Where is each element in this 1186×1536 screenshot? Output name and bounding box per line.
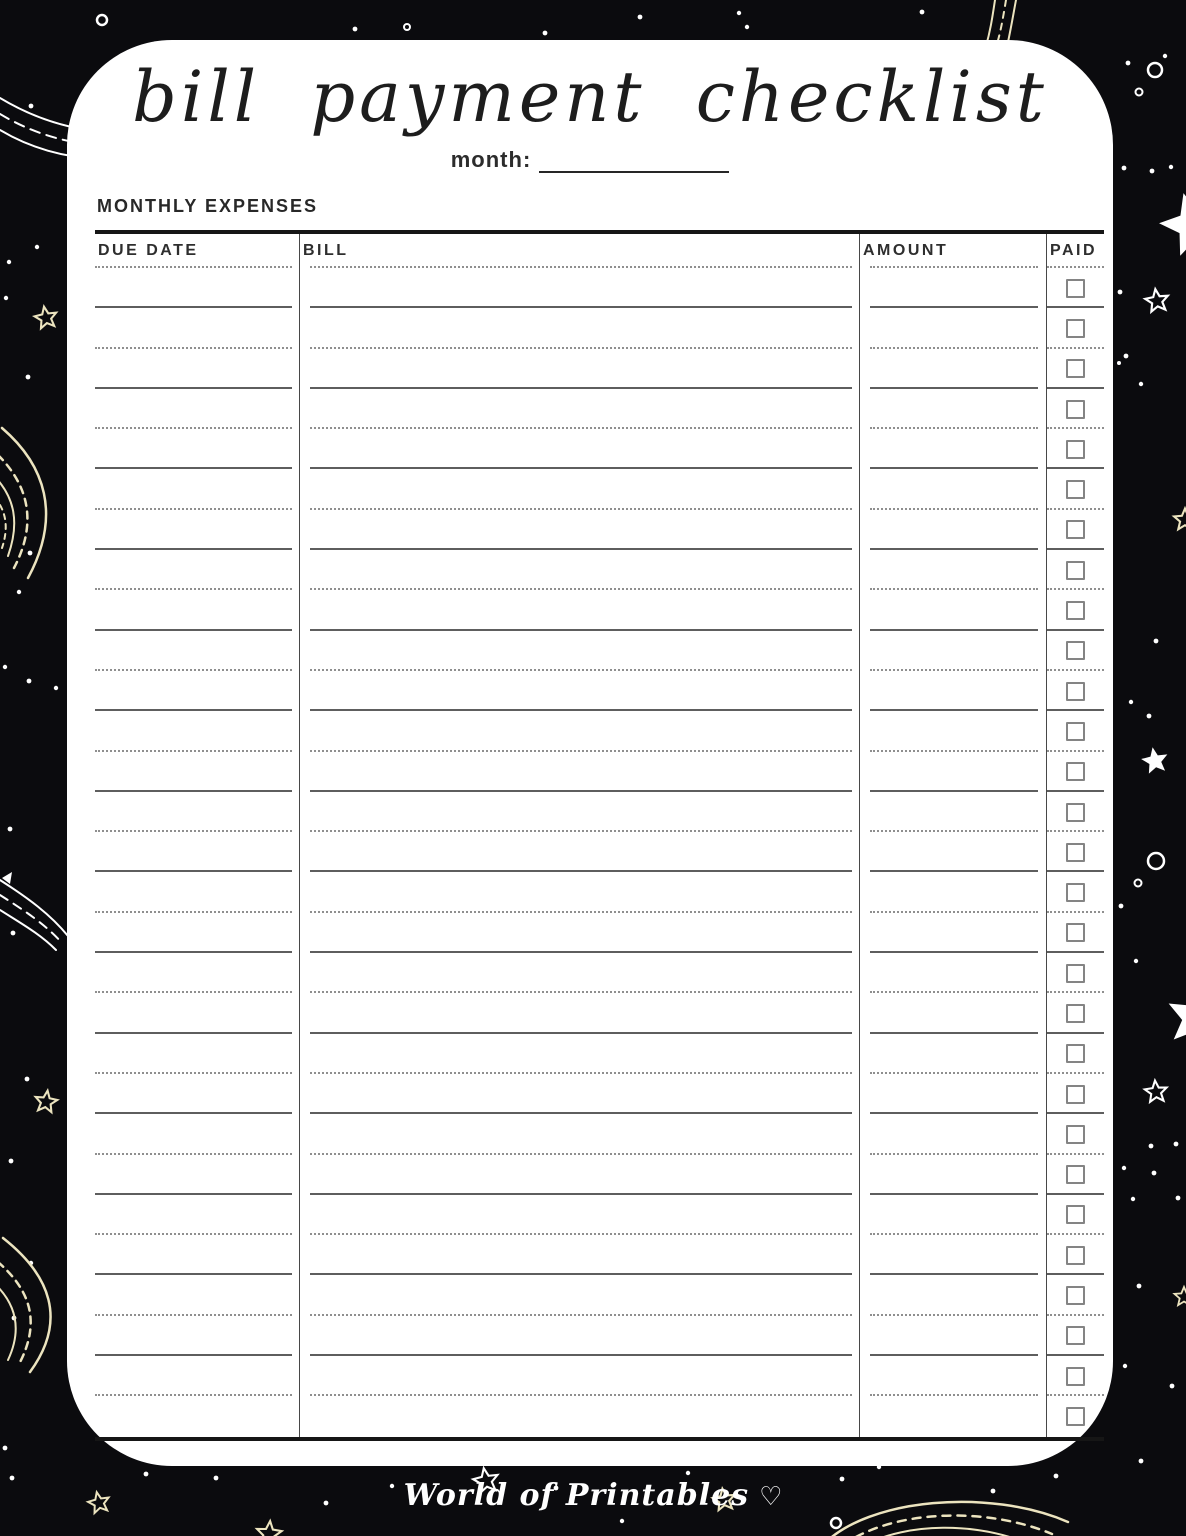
- page-title: bill payment checklist: [132, 56, 1048, 138]
- paid-checkbox[interactable]: [1066, 1246, 1085, 1265]
- donut-circle-icon: [97, 15, 107, 25]
- paid-cell: [1047, 1114, 1104, 1154]
- donut-circle-icon: [1148, 63, 1162, 77]
- table-row: [95, 1235, 1104, 1275]
- expenses-table: [95, 230, 1104, 1441]
- paid-checkbox[interactable]: [1066, 964, 1085, 983]
- star-dot: [543, 31, 548, 36]
- amount-cell[interactable]: [860, 1316, 1047, 1356]
- table-row: [95, 550, 1104, 590]
- due-date-cell[interactable]: [95, 1396, 300, 1436]
- paid-cell: [1047, 1275, 1104, 1315]
- due-date-cell[interactable]: [95, 469, 300, 509]
- brand-logo: [0, 1478, 1186, 1513]
- table-row: [95, 993, 1104, 1033]
- bill-cell[interactable]: [300, 832, 860, 872]
- star-dot: [17, 590, 21, 594]
- checklist-card: [67, 40, 1113, 1466]
- due-date-cell[interactable]: [95, 832, 300, 872]
- star-dot: [1123, 1364, 1127, 1368]
- star-dot: [1163, 54, 1167, 58]
- amount-cell[interactable]: [860, 671, 1047, 711]
- star-dot: [8, 827, 13, 832]
- table-row: [95, 308, 1104, 348]
- amount-cell[interactable]: [860, 631, 1047, 671]
- amount-cell[interactable]: [860, 349, 1047, 389]
- bill-cell[interactable]: [300, 469, 860, 509]
- star-dot: [27, 679, 32, 684]
- donut-circle-icon: [404, 24, 410, 30]
- amount-cell[interactable]: [860, 1034, 1047, 1074]
- due-date-cell[interactable]: [95, 268, 300, 308]
- amount-cell[interactable]: [860, 510, 1047, 550]
- paid-checkbox[interactable]: [1066, 1004, 1085, 1023]
- star-dot: [1154, 639, 1159, 644]
- amount-cell[interactable]: [860, 752, 1047, 792]
- column-header-bill: [300, 234, 860, 268]
- paid-cell: [1047, 1034, 1104, 1074]
- bill-cell[interactable]: [300, 1396, 860, 1436]
- star-dot: [1139, 1459, 1144, 1464]
- paid-cell: [1047, 913, 1104, 953]
- paid-checkbox[interactable]: [1066, 722, 1085, 741]
- amount-cell[interactable]: [860, 1155, 1047, 1195]
- paid-cell: [1047, 1235, 1104, 1275]
- star-dot: [9, 1159, 14, 1164]
- amount-cell[interactable]: [860, 590, 1047, 630]
- star-dot: [1170, 1384, 1175, 1389]
- due-date-cell[interactable]: [95, 1034, 300, 1074]
- bill-cell[interactable]: [300, 550, 860, 590]
- bill-cell[interactable]: [300, 1034, 860, 1074]
- star-icon: [1174, 1287, 1186, 1305]
- due-date-cell[interactable]: [95, 752, 300, 792]
- table-row: [95, 469, 1104, 509]
- star-dot: [1176, 1196, 1181, 1201]
- table-row: [95, 590, 1104, 630]
- table-row: [95, 389, 1104, 429]
- star-icon: [1139, 745, 1170, 775]
- table-row: [95, 953, 1104, 993]
- bill-cell[interactable]: [300, 993, 860, 1033]
- paid-cell: [1047, 590, 1104, 630]
- amount-cell[interactable]: [860, 1275, 1047, 1315]
- bill-cell[interactable]: [300, 429, 860, 469]
- star-dot: [4, 296, 8, 300]
- due-date-cell[interactable]: [95, 1316, 300, 1356]
- donut-circle-icon: [1135, 880, 1142, 887]
- star-icon: [1144, 1080, 1168, 1103]
- due-date-cell[interactable]: [95, 872, 300, 912]
- bill-cell[interactable]: [300, 349, 860, 389]
- paid-cell: [1047, 429, 1104, 469]
- star-icon: [34, 1089, 59, 1113]
- due-date-cell[interactable]: [95, 349, 300, 389]
- star-dot: [1152, 1171, 1157, 1176]
- bill-cell[interactable]: [300, 1316, 860, 1356]
- paid-checkbox[interactable]: [1066, 843, 1085, 862]
- amount-cell[interactable]: [860, 1195, 1047, 1235]
- paid-checkbox[interactable]: [1066, 279, 1085, 298]
- star-icon: [1144, 288, 1170, 313]
- star-dot: [353, 27, 358, 32]
- table-row: [95, 711, 1104, 751]
- paid-checkbox[interactable]: [1066, 480, 1085, 499]
- heart-icon: ♡: [759, 1480, 783, 1511]
- star-dot: [26, 375, 31, 380]
- paid-cell: [1047, 469, 1104, 509]
- due-date-cell[interactable]: [95, 1155, 300, 1195]
- month-input[interactable]: [539, 149, 729, 173]
- paid-cell: [1047, 1316, 1104, 1356]
- donut-circle-icon: [1148, 853, 1164, 869]
- paid-cell: [1047, 671, 1104, 711]
- bill-cell[interactable]: [300, 711, 860, 751]
- paid-checkbox[interactable]: [1066, 520, 1085, 539]
- paid-checkbox[interactable]: [1066, 883, 1085, 902]
- star-dot: [1122, 166, 1127, 171]
- star-icon: [33, 305, 58, 329]
- table-row: [95, 1356, 1104, 1396]
- due-date-cell[interactable]: [95, 671, 300, 711]
- bill-cell[interactable]: [300, 1155, 860, 1195]
- shooting-star-arc-left-lower: [0, 1238, 51, 1372]
- table-row: [95, 832, 1104, 872]
- donut-circle-icon: [1136, 89, 1143, 96]
- bill-cell[interactable]: [300, 1235, 860, 1275]
- paid-cell: [1047, 1074, 1104, 1114]
- paid-checkbox[interactable]: [1066, 1165, 1085, 1184]
- due-date-cell[interactable]: [95, 1195, 300, 1235]
- star-dot: [620, 1519, 624, 1523]
- paid-checkbox[interactable]: [1066, 1286, 1085, 1305]
- paid-cell: [1047, 268, 1104, 308]
- table-row: [95, 1034, 1104, 1074]
- paid-checkbox[interactable]: [1066, 1044, 1085, 1063]
- star-dot: [7, 260, 11, 264]
- bill-cell[interactable]: [300, 671, 860, 711]
- bill-cell[interactable]: [300, 953, 860, 993]
- amount-cell[interactable]: [860, 872, 1047, 912]
- amount-cell[interactable]: [860, 268, 1047, 308]
- star-dot: [1118, 290, 1123, 295]
- star-dot: [745, 25, 749, 29]
- shooting-star-arc-left-upper: [0, 428, 46, 578]
- amount-cell[interactable]: [860, 832, 1047, 872]
- paid-cell: [1047, 510, 1104, 550]
- due-date-cell[interactable]: [95, 1356, 300, 1396]
- table-row: [95, 1275, 1104, 1315]
- bill-cell[interactable]: [300, 752, 860, 792]
- amount-cell[interactable]: [860, 308, 1047, 348]
- amount-cell[interactable]: [860, 469, 1047, 509]
- paid-cell: [1047, 953, 1104, 993]
- star-dot: [1119, 904, 1124, 909]
- due-date-cell[interactable]: [95, 631, 300, 671]
- paid-checkbox[interactable]: [1066, 1407, 1085, 1426]
- column-header-paid: [1047, 234, 1104, 268]
- star-dot: [3, 1446, 8, 1451]
- star-dot: [1139, 382, 1143, 386]
- due-date-cell[interactable]: [95, 389, 300, 429]
- column-header-label: BILL: [303, 242, 349, 259]
- bill-cell[interactable]: [300, 1074, 860, 1114]
- amount-cell[interactable]: [860, 550, 1047, 590]
- star-dot: [1117, 361, 1121, 365]
- star-dot: [920, 10, 925, 15]
- bill-cell[interactable]: [300, 590, 860, 630]
- column-header-label: DUE DATE: [98, 242, 199, 259]
- amount-cell[interactable]: [860, 429, 1047, 469]
- star-dot: [1129, 700, 1133, 704]
- paid-checkbox[interactable]: [1066, 319, 1085, 338]
- paid-cell: [1047, 1195, 1104, 1235]
- star-dot: [54, 686, 58, 690]
- star-dot: [11, 931, 16, 936]
- table-row: [95, 913, 1104, 953]
- bill-cell[interactable]: [300, 913, 860, 953]
- star-dot: [638, 15, 643, 20]
- due-date-cell[interactable]: [95, 308, 300, 348]
- star-dot: [1147, 714, 1152, 719]
- amount-cell[interactable]: [860, 1396, 1047, 1436]
- bill-cell[interactable]: [300, 1195, 860, 1235]
- star-dot: [3, 665, 7, 669]
- paid-cell: [1047, 1356, 1104, 1396]
- amount-cell[interactable]: [860, 913, 1047, 953]
- star-dot: [1124, 354, 1129, 359]
- shooting-star-arc-left-middle: [0, 872, 68, 950]
- table-row: [95, 1074, 1104, 1114]
- table-row: [95, 792, 1104, 832]
- month-label: month:: [450, 146, 532, 172]
- amount-cell[interactable]: [860, 792, 1047, 832]
- bill-cell[interactable]: [300, 1114, 860, 1154]
- star-dot: [35, 245, 39, 249]
- month-row: [67, 147, 1113, 173]
- due-date-cell[interactable]: [95, 510, 300, 550]
- due-date-cell[interactable]: [95, 550, 300, 590]
- amount-cell[interactable]: [860, 1074, 1047, 1114]
- paid-cell: [1047, 832, 1104, 872]
- table-row: [95, 872, 1104, 912]
- star-icon: [1153, 185, 1186, 259]
- table-row: [95, 752, 1104, 792]
- star-dot: [1126, 61, 1131, 66]
- table-row: [95, 671, 1104, 711]
- paid-cell: [1047, 993, 1104, 1033]
- amount-cell[interactable]: [860, 993, 1047, 1033]
- table-row: [95, 268, 1104, 308]
- paid-checkbox[interactable]: [1066, 803, 1085, 822]
- table-row: [95, 1114, 1104, 1154]
- paid-checkbox[interactable]: [1066, 561, 1085, 580]
- amount-cell[interactable]: [860, 953, 1047, 993]
- star-dot: [1149, 1144, 1154, 1149]
- paid-cell: [1047, 872, 1104, 912]
- due-date-cell[interactable]: [95, 429, 300, 469]
- star-dot: [25, 1077, 30, 1082]
- amount-cell[interactable]: [860, 1114, 1047, 1154]
- paid-cell: [1047, 1396, 1104, 1436]
- brand-text: World of Printables: [403, 1478, 750, 1513]
- bill-cell[interactable]: [300, 389, 860, 429]
- bill-cell[interactable]: [300, 1356, 860, 1396]
- table-row: [95, 349, 1104, 389]
- due-date-cell[interactable]: [95, 590, 300, 630]
- star-dot: [1169, 165, 1173, 169]
- paid-cell: [1047, 711, 1104, 751]
- paid-checkbox[interactable]: [1066, 923, 1085, 942]
- paid-checkbox[interactable]: [1066, 1125, 1085, 1144]
- table-row: [95, 429, 1104, 469]
- bill-cell[interactable]: [300, 792, 860, 832]
- paid-checkbox[interactable]: [1066, 601, 1085, 620]
- paid-checkbox[interactable]: [1066, 400, 1085, 419]
- paid-checkbox[interactable]: [1066, 1205, 1085, 1224]
- due-date-cell[interactable]: [95, 1114, 300, 1154]
- donut-circle-icon: [831, 1518, 841, 1528]
- paid-checkbox[interactable]: [1066, 440, 1085, 459]
- due-date-cell[interactable]: [95, 953, 300, 993]
- bill-cell[interactable]: [300, 268, 860, 308]
- paid-checkbox[interactable]: [1066, 1085, 1085, 1104]
- paid-checkbox[interactable]: [1066, 682, 1085, 701]
- column-header-amount: [860, 234, 1047, 268]
- star-dot: [1150, 169, 1155, 174]
- star-dot: [686, 1471, 690, 1475]
- table-row: [95, 1155, 1104, 1195]
- star-icon: [1163, 982, 1186, 1047]
- table-body: [95, 268, 1104, 1437]
- due-date-cell[interactable]: [95, 993, 300, 1033]
- table-row: [95, 1316, 1104, 1356]
- table-row: [95, 631, 1104, 671]
- paid-checkbox[interactable]: [1066, 1367, 1085, 1386]
- paid-cell: [1047, 631, 1104, 671]
- star-dot: [144, 1472, 149, 1477]
- due-date-cell[interactable]: [95, 1074, 300, 1114]
- amount-cell[interactable]: [860, 389, 1047, 429]
- star-icon: [1174, 509, 1186, 530]
- column-header-label: AMOUNT: [863, 242, 949, 259]
- bill-cell[interactable]: [300, 510, 860, 550]
- star-icon: [256, 1520, 283, 1536]
- paid-checkbox[interactable]: [1066, 762, 1085, 781]
- paid-cell: [1047, 1155, 1104, 1195]
- bill-cell[interactable]: [300, 872, 860, 912]
- star-dot: [1131, 1197, 1135, 1201]
- filled-stars-group: [1139, 185, 1186, 1048]
- column-header-label: PAID: [1050, 242, 1098, 259]
- paid-checkbox[interactable]: [1066, 641, 1085, 660]
- table-header: [95, 234, 1104, 268]
- due-date-cell[interactable]: [95, 913, 300, 953]
- star-dot: [28, 551, 33, 556]
- table-row: [95, 510, 1104, 550]
- paid-cell: [1047, 550, 1104, 590]
- due-date-cell[interactable]: [95, 1235, 300, 1275]
- paid-checkbox[interactable]: [1066, 1326, 1085, 1345]
- star-dot: [1174, 1142, 1179, 1147]
- paid-cell: [1047, 349, 1104, 389]
- amount-cell[interactable]: [860, 711, 1047, 751]
- due-date-cell[interactable]: [95, 1275, 300, 1315]
- star-dot: [1134, 959, 1138, 963]
- paid-cell: [1047, 752, 1104, 792]
- due-date-cell[interactable]: [95, 792, 300, 832]
- star-dot: [1122, 1166, 1126, 1170]
- column-header-due-date: [95, 234, 300, 268]
- paid-cell: [1047, 792, 1104, 832]
- amount-cell[interactable]: [860, 1356, 1047, 1396]
- amount-cell[interactable]: [860, 1235, 1047, 1275]
- star-dot: [29, 104, 34, 109]
- section-label: MONTHLY EXPENSES: [97, 196, 319, 216]
- paid-checkbox[interactable]: [1066, 359, 1085, 378]
- star-dot: [1137, 1284, 1142, 1289]
- bill-cell[interactable]: [300, 1275, 860, 1315]
- bill-cell[interactable]: [300, 631, 860, 671]
- due-date-cell[interactable]: [95, 711, 300, 751]
- table-row: [95, 1396, 1104, 1436]
- bill-cell[interactable]: [300, 308, 860, 348]
- paid-cell: [1047, 389, 1104, 429]
- star-dot: [737, 11, 741, 15]
- table-row: [95, 1195, 1104, 1235]
- paid-cell: [1047, 308, 1104, 348]
